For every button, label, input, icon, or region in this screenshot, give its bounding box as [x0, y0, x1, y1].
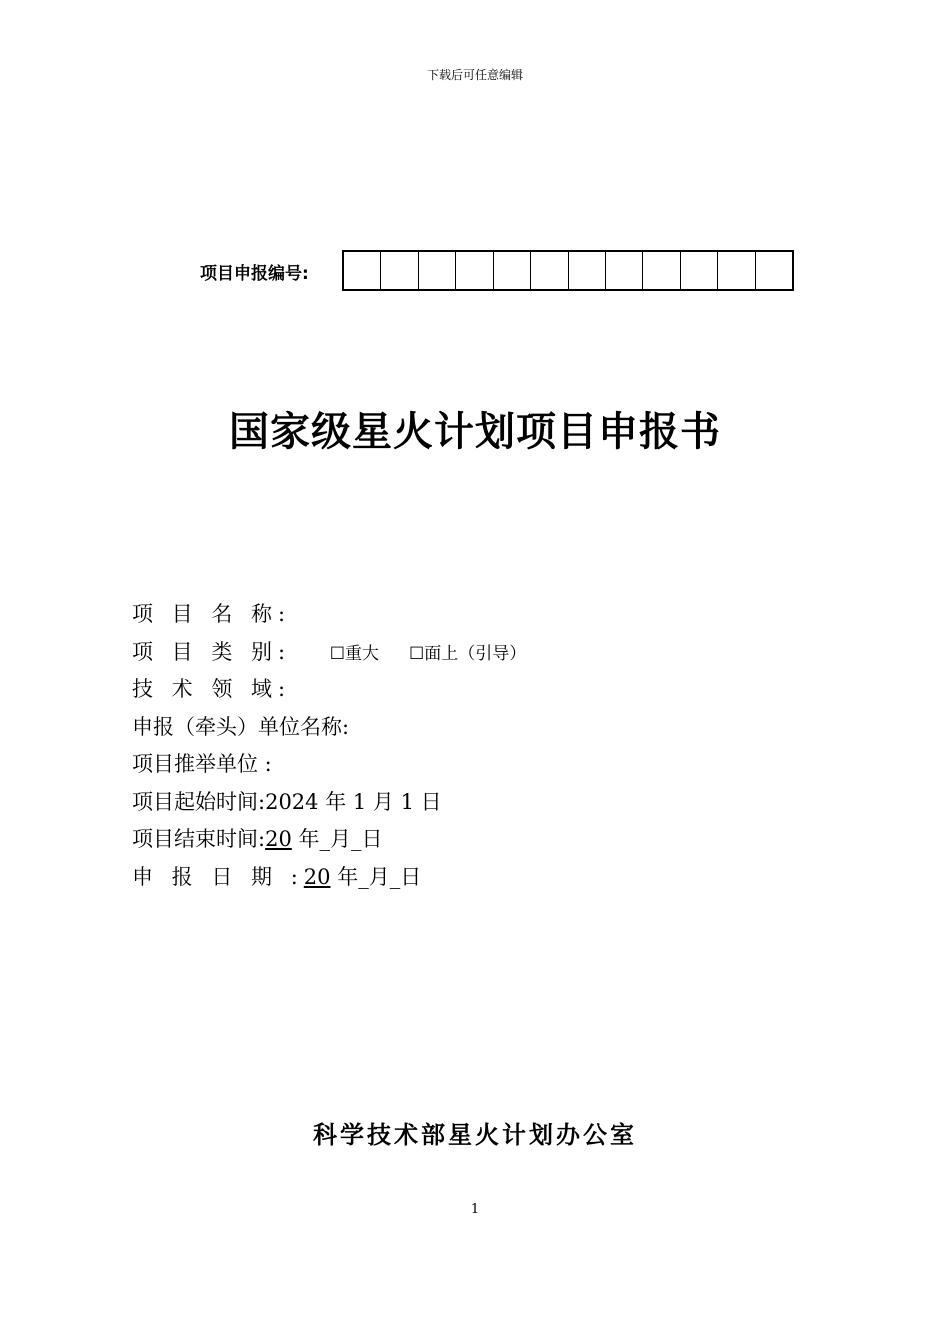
application-code-box[interactable] [606, 252, 643, 289]
apply-date-label: 申 报 日 期 : [132, 864, 304, 889]
project-name-label: 项 目 名 称: [132, 602, 292, 626]
field-start-date [132, 784, 526, 822]
start-date-value: 2024 年 1 月 1 日 [265, 789, 442, 814]
applicant-label: 申报（牵头）单位名称: [132, 714, 350, 739]
field-recommender [132, 746, 526, 784]
field-apply-date [132, 859, 526, 897]
category-options [330, 644, 527, 664]
end-date-label: 项目结束时间: [132, 827, 266, 851]
apply-date-year-prefix: 20 [303, 864, 331, 889]
end-date-year-prefix: 20 [265, 827, 292, 851]
category-option-general[interactable]: ☐面上（引导） [409, 643, 527, 664]
application-code-box[interactable] [569, 252, 606, 289]
category-option-major[interactable]: ☐重大 [329, 643, 380, 664]
application-code-box[interactable] [756, 252, 792, 289]
field-project-category [132, 634, 526, 672]
end-date-rest: 年_月_日 [291, 827, 383, 851]
application-code-box[interactable] [681, 252, 718, 289]
application-code-box[interactable] [419, 252, 456, 289]
field-end-date [132, 821, 526, 859]
application-code-label: 项目申报编号: [200, 264, 309, 284]
application-code-box[interactable] [456, 252, 493, 289]
application-code-box[interactable] [718, 252, 755, 289]
document-title: 国家级星火计划项目申报书 [229, 409, 721, 455]
application-code-boxes [342, 250, 794, 291]
field-project-name [132, 596, 526, 634]
tech-field-label: 技 术 领 域: [132, 677, 292, 701]
application-code-box[interactable] [494, 252, 531, 289]
apply-date-rest: 年_月_日 [330, 864, 422, 889]
field-tech-field [132, 671, 526, 709]
header-note: 下载后可任意编辑 [426, 68, 523, 82]
recommender-label: 项目推举单位 : [132, 752, 272, 776]
application-code-box[interactable] [344, 252, 381, 289]
form-fields [132, 596, 526, 896]
project-category-label: 项 目 类 别: [132, 639, 292, 664]
start-date-label: 项目起始时间: [132, 789, 266, 814]
application-code-box[interactable] [381, 252, 418, 289]
application-code-box[interactable] [531, 252, 568, 289]
field-applicant [132, 709, 526, 747]
application-code-box[interactable] [643, 252, 680, 289]
footer-organization: 科学技术部星火计划办公室 [313, 1121, 637, 1149]
page-number: 1 [470, 1202, 480, 1217]
